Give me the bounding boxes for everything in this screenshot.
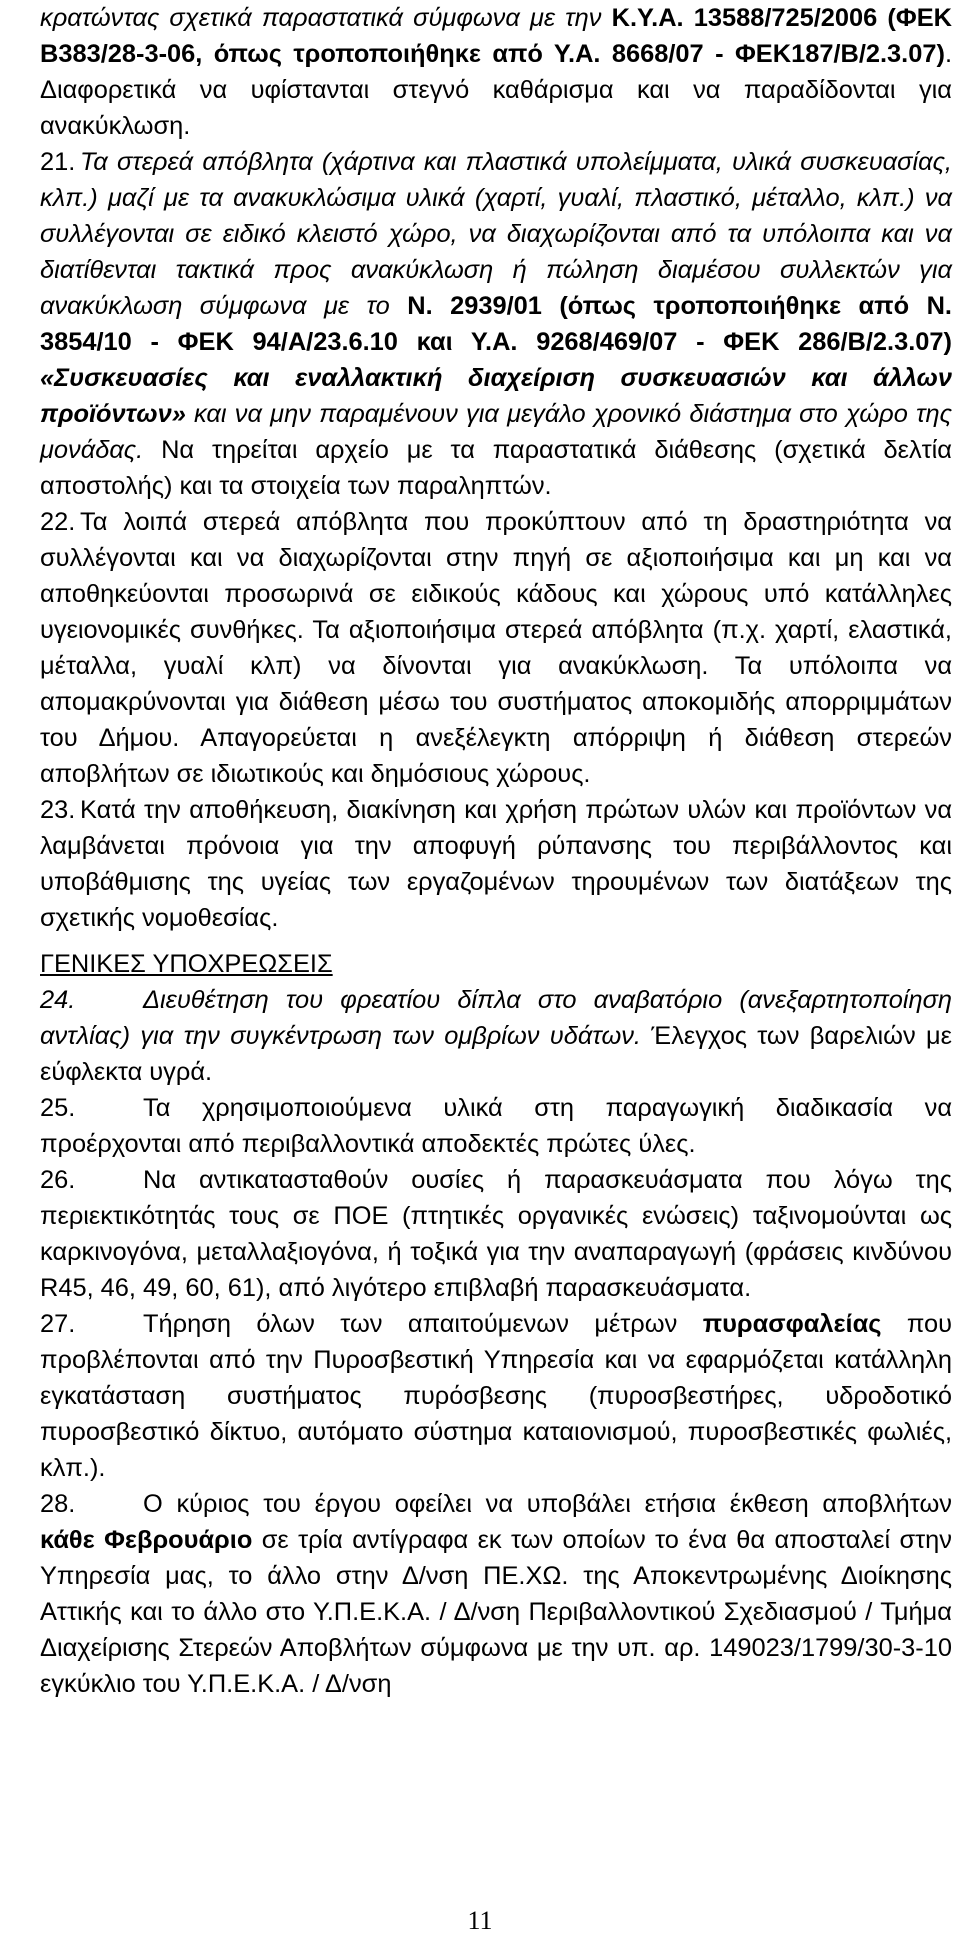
item-text-continued: που προβλέπονται από την Πυροσβεστική Υπηρεσία και να εφαρμόζεται κατάλληλη εγκατάσταση συστήματος πυρόσβεσης (πυροσβεστήρες, υδροδοτικό πυροσβεστικό δίκτυο, αυτόματο σύστημα καταιονισμού, πυροσβεστικές φωλιές, κλπ.). xyxy=(40,1310,952,1482)
list-item-25 xyxy=(40,1090,952,1162)
intro-text: κρατώντας σχετικά παραστατικά σύμφωνα με την xyxy=(40,4,612,32)
list-item-22 xyxy=(40,504,952,792)
section-heading xyxy=(40,946,952,982)
item-text: Ο κύριος του έργου οφείλει να υποβάλει ετήσια έκθεση αποβλήτων xyxy=(143,1490,952,1518)
item-text: Να αντικατασταθούν ουσίες ή παρασκευάσματα που λόγω της περιεκτικότητάς τους σε ΠΟΕ (πτητικές οργανικές ενώσεις) ταξινομούνται ως καρκινογόνα, μεταλλαξιογόνα, ή τοξικά για την αναπαραγωγή (φράσεις κινδύνου R45, 46, 49, 60, 61), από λιγότερο επιβλαβή παρασκευάσματα. xyxy=(40,1166,952,1302)
intro-text-end: . Διαφορετικά να υφίστανται στεγνό καθάρισμα και να παραδίδονται για ανακύκλωση. xyxy=(40,40,952,140)
list-item-26 xyxy=(40,1162,952,1306)
item-text: Τα λοιπά στερεά απόβλητα που προκύπτουν από τη δραστηριότητα να συλλέγονται και να διαχωρίζονται στην πηγή σε αξιοποιήσιμα και μη και να αποθηκεύονται προσωρινά σε ειδικούς κάδους και χώρους υπό κατάλληλες υγειονομικές συνθήκες. Τα αξιοποιήσιμα στερεά απόβλητα (π.χ. χαρτί, ελαστικά, μέταλλα, γυαλί κλπ) να δίνονται για ανακύκλωση. Τα υπόλοιπα να απομακρύνονται για διάθεση μέσω του συστήματος αποκομιδής απορριμμάτων του Δήμου. Απαγορεύεται η ανεξέλεγκτη απόρριψη ή διάθεση στερεών αποβλήτων σε ιδιωτικούς και δημόσιους χώρους. xyxy=(40,508,952,788)
item-number: 23. xyxy=(40,796,76,824)
item-text: Τα στερεά απόβλητα (χάρτινα και πλαστικά υπολείμματα, υλικά συσκευασίας, κλπ.) μαζί με τα ανακυκλώσιμα υλικά (χαρτί, γυαλί, πλαστικό, μέταλλο, κλπ.) να συλλέγονται σε ειδικό κλειστό χώρο, να διαχωρίζονται από τα υπόλοιπα και να διατίθενται τακτικά προς ανακύκλωση ή πώληση διαμέσου συλλεκτών για ανακύκλωση σύμφωνα με το xyxy=(40,148,952,320)
list-item-27 xyxy=(40,1306,952,1486)
item-number: 21. xyxy=(40,148,76,176)
list-item-24 xyxy=(40,982,952,1090)
document-body xyxy=(40,0,952,1702)
intro-paragraph xyxy=(40,0,952,144)
page-number: 11 xyxy=(467,1906,493,1935)
list-item-28 xyxy=(40,1486,952,1702)
item-number: 28. xyxy=(40,1490,76,1518)
item-number: 25. xyxy=(40,1094,76,1122)
item-text: Τα χρησιμοποιούμενα υλικά στη παραγωγική διαδικασία να προέρχονται από περιβαλλοντικά αποδεκτές πρώτες ύλες. xyxy=(40,1094,952,1158)
item-text-record: Να τηρείται αρχείο με τα παραστατικά διάθεσης (σχετικά δελτία αποστολής) και τα στοιχεία των παραληπτών. xyxy=(40,436,952,500)
item-number: 22. xyxy=(40,508,76,536)
intro-legal-reference: Κ.Υ.Α. 13588/725/2006 (ΦΕΚ Β383/28-3-06, όπως τροποποιήθηκε από Υ.Α. 8668/07 - ΦΕΚ187/Β/2.3.07) xyxy=(40,4,952,68)
item-number: 24. xyxy=(40,986,76,1014)
item-emphasis: πυρασφαλείας xyxy=(702,1310,882,1338)
item-law-title: «Συσκευασίες και εναλλακτική διαχείριση συσκευασιών και άλλων προϊόντων» xyxy=(40,364,952,428)
item-text: Διευθέτηση του φρεατίου δίπλα στο αναβατόριο (ανεξαρτητοποίηση αντλίας) για την συγκέντρωση των ομβρίων υδάτων. xyxy=(40,986,952,1050)
item-emphasis: κάθε Φεβρουάριο xyxy=(40,1526,253,1554)
item-text-continued: σε τρία αντίγραφα εκ των οποίων το ένα θα αποσταλεί στην Υπηρεσία μας, το άλλο στην Δ/νση ΠΕ.ΧΩ. της Αποκεντρωμένης Διοίκησης Αττικής και το άλλο στο Υ.Π.Ε.Κ.Α. / Δ/νση Περιβαλλοντικού Σχεδιασμού / Τμήμα Διαχείρισης Στερεών Αποβλήτων σύμφωνα με την υπ. αρ. 149023/1799/30-3-10 εγκύκλιο του Υ.Π.Ε.Κ.Α. / Δ/νση xyxy=(40,1526,952,1698)
item-text: Κατά την αποθήκευση, διακίνηση και χρήση πρώτων υλών και προϊόντων να λαμβάνεται πρόνοια για την αποφυγή ρύπανσης του περιβάλλοντος και υποβάθμισης της υγείας των εργαζομένων τηρουμένων των διατάξεων της σχετικής νομοθεσίας. xyxy=(40,796,952,932)
list-item-23 xyxy=(40,792,952,936)
item-text-continued: Έλεγχος των βαρελιών με εύφλεκτα υγρά. xyxy=(40,1022,952,1086)
item-number: 26. xyxy=(40,1166,76,1194)
item-number: 27. xyxy=(40,1310,76,1338)
item-text: Τήρηση όλων των απαιτούμενων μέτρων xyxy=(143,1310,703,1338)
section-heading-text: ΓΕΝΙΚΕΣ ΥΠΟΧΡΕΩΣΕΙΣ xyxy=(40,950,333,978)
item-text-continued: και να μην παραμένουν για μεγάλο χρονικό διάστημα στο χώρο της μονάδας. xyxy=(40,400,952,464)
item-legal-reference: Ν. 2939/01 (όπως τροποποιήθηκε από Ν. 3854/10 - ΦΕΚ 94/Α/23.6.10 και Υ.Α. 9268/469/07 - ΦΕΚ 286/Β/2.3.07) xyxy=(40,292,952,356)
list-item-21 xyxy=(40,144,952,504)
